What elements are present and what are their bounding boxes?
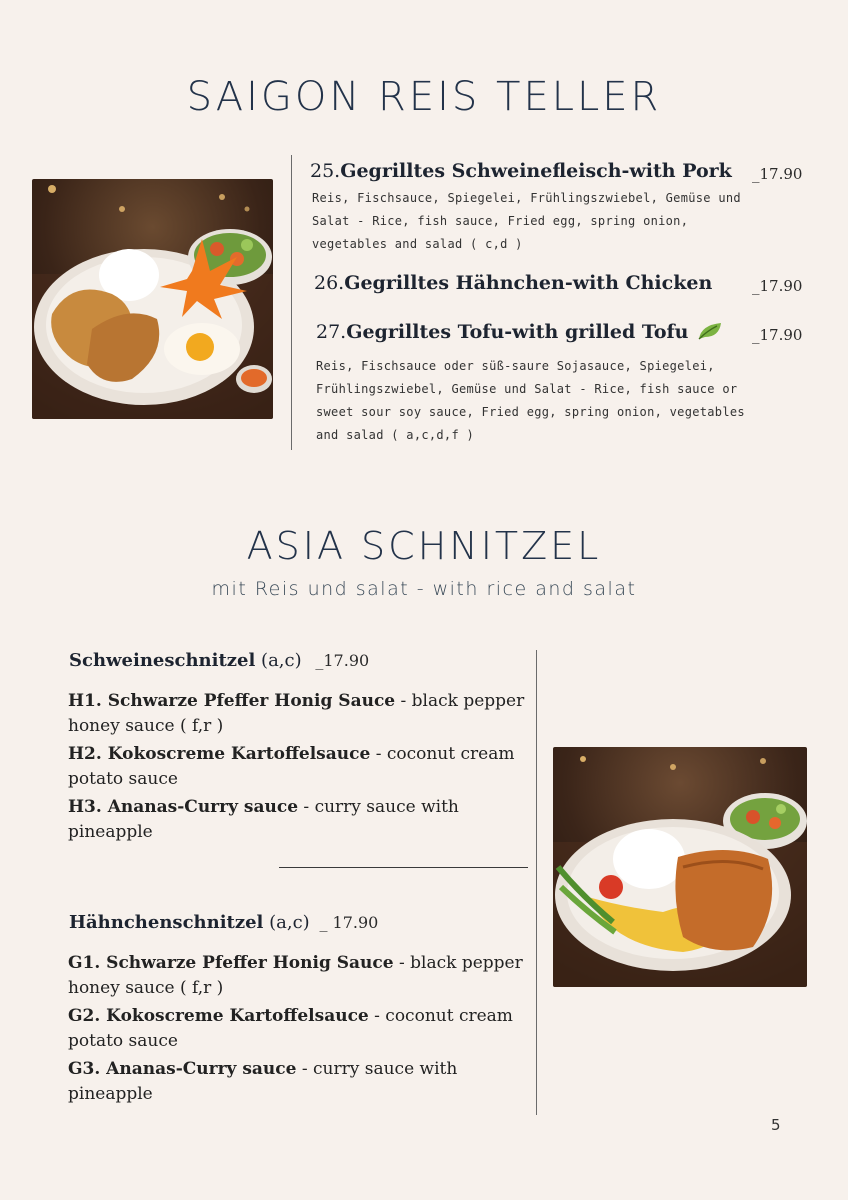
page-number: 5	[771, 1116, 781, 1134]
option-h2	[68, 742, 538, 791]
item-name: Gegrilltes Hähnchen-with Chicken	[344, 272, 713, 294]
rice-plate-image	[32, 179, 273, 419]
option-description: - coconut cream potato sauce	[68, 1006, 513, 1051]
option-code-name: H3. Ananas-Curry sauce	[68, 797, 299, 817]
schnitzel-plate-image	[553, 747, 807, 987]
schweineschnitzel-options	[68, 689, 538, 848]
section-title-saigon-reis-teller: SAIGON REIS TELLER	[186, 74, 662, 120]
menu-item-27-description: Reis, Fischsauce oder süß-saure Sojasauce, Spiegelei, Frühlingszwiebel, Gemüse und Salat - Rice, fish sauce or sweet sour soy sauce, Fried egg, spring onion, vegetables and salad ( a,c,d,f )	[316, 359, 745, 442]
group-allergens: (a,c)	[261, 650, 302, 671]
option-h1	[68, 689, 538, 738]
option-code-name: G3. Ananas-Curry sauce	[68, 1059, 297, 1079]
option-description: - black pepper honey sauce ( f,r )	[68, 953, 523, 998]
group-price: _17.90	[315, 651, 370, 670]
option-description: - coconut cream potato sauce	[68, 744, 515, 789]
section1-divider	[291, 155, 292, 450]
group-price: _ 17.90	[319, 913, 379, 932]
menu-item-27-price: _17.90	[752, 326, 803, 344]
menu-item-27-title	[316, 321, 723, 343]
item-number: 27.	[316, 321, 347, 343]
option-code-name: H2. Kokoscreme Kartoffelsauce	[68, 744, 371, 764]
pork-rice-plate-photo	[32, 179, 273, 419]
menu-item-26-title	[314, 272, 712, 294]
item-number: 25.	[310, 160, 341, 182]
schweineschnitzel-title	[69, 650, 369, 671]
option-code-name: G2. Kokoscreme Kartoffelsauce	[68, 1006, 369, 1026]
item-name: Gegrilltes Schweinefleisch-with Pork	[340, 160, 732, 182]
group-name: Hähnchenschnitzel	[69, 912, 264, 933]
group-allergens: (a,c)	[269, 912, 310, 933]
option-g2	[68, 1004, 538, 1053]
option-g3	[68, 1057, 538, 1106]
section-subtitle: mit Reis und salat - with rice and salat	[211, 578, 637, 600]
group-divider	[279, 867, 528, 868]
group-name: Schweineschnitzel	[69, 650, 256, 671]
option-code-name: G1. Schwarze Pfeffer Honig Sauce	[68, 953, 394, 973]
option-description: - black pepper honey sauce ( f,r )	[68, 691, 525, 736]
section2-divider	[536, 650, 537, 1115]
option-code-name: H1. Schwarze Pfeffer Honig Sauce	[68, 691, 396, 711]
option-g1	[68, 951, 538, 1000]
item-name: Gegrilltes Tofu-with grilled Tofu	[346, 321, 689, 343]
menu-item-25-title	[310, 160, 732, 182]
option-description: - curry sauce with pineapple	[68, 1059, 458, 1104]
section-title-asia-schnitzel: ASIA SCHNITZEL	[246, 524, 602, 568]
menu-item-25-price: _17.90	[752, 165, 803, 183]
item-number: 26.	[314, 272, 345, 294]
haehnchenschnitzel-options	[68, 951, 538, 1110]
schnitzel-plate-photo	[553, 747, 807, 987]
menu-item-25-description: Reis, Fischsauce, Spiegelei, Frühlingszwiebel, Gemüse und Salat - Rice, fish sauce, Fried egg, spring onion, vegetables and salad ( c,d )	[312, 191, 741, 251]
leaf-icon	[697, 321, 723, 341]
option-h3	[68, 795, 538, 844]
option-description: - curry sauce with pineapple	[68, 797, 459, 842]
haehnchenschnitzel-title	[69, 912, 378, 933]
menu-item-26-price: _17.90	[752, 277, 803, 295]
